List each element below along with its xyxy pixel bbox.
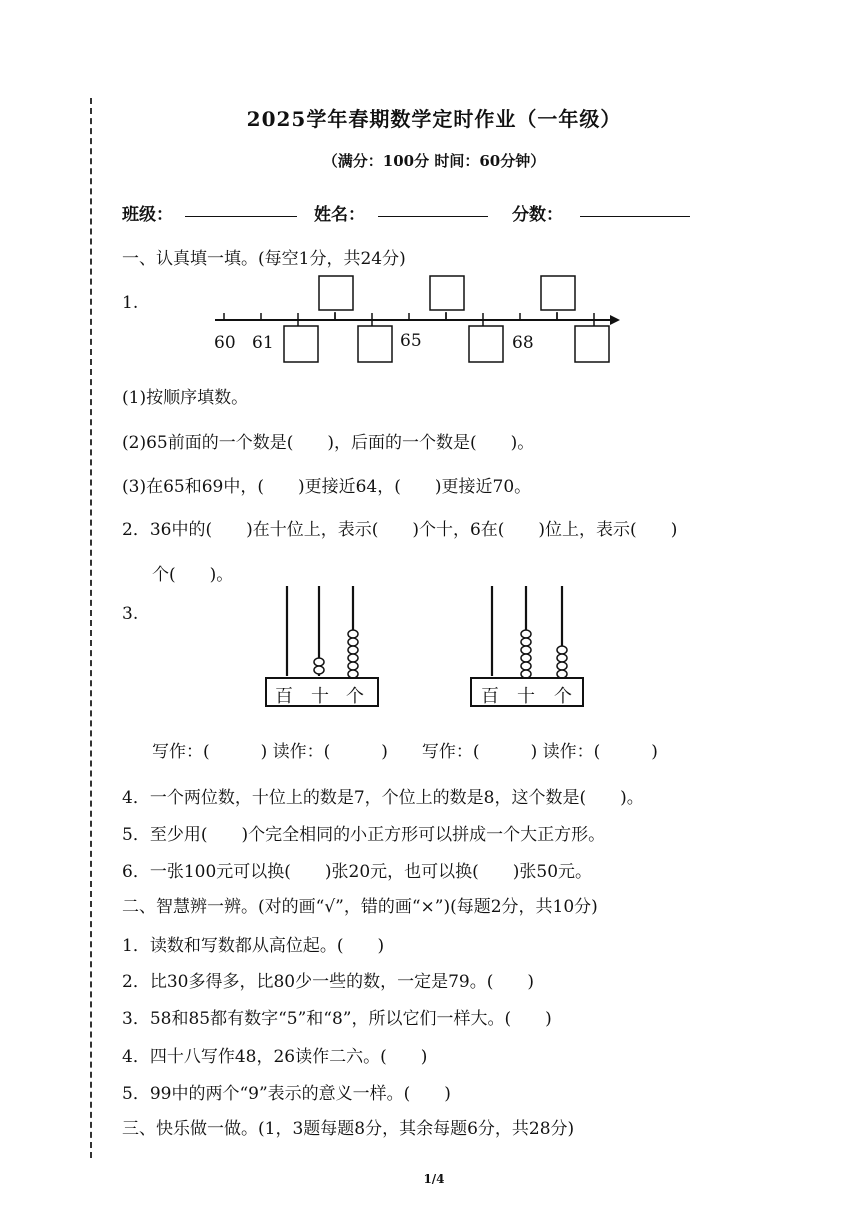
bead [521, 670, 531, 678]
number-line-upper-boxes [319, 276, 575, 320]
abacus-left-label: 个 [346, 686, 364, 707]
bead [521, 630, 531, 638]
bead [348, 670, 358, 678]
answer-box [430, 276, 464, 310]
judge-item: 1．读数和写数都从高位起。( ) [122, 936, 385, 956]
question-2-line1: 2．36中的( )在十位上，表示( )个十，6在( )位上，表示( ) [122, 520, 678, 540]
judge-item: 3．58和85都有数字“5”和“8”，所以它们一样大。( ) [122, 1009, 552, 1029]
bead [521, 646, 531, 654]
answer-box [541, 276, 575, 310]
bead [521, 662, 531, 670]
right-tens-beads [521, 630, 531, 678]
name-field[interactable] [378, 216, 488, 217]
question-2-line2: 个( )。 [152, 565, 234, 585]
number-line-arrow [610, 315, 620, 325]
bead [348, 662, 358, 670]
section-3-heading: 三、快乐做一做。(1，3题每题8分，其余每题6分，共28分) [122, 1119, 575, 1139]
abacus-left-label: 十 [311, 686, 329, 707]
bead [521, 638, 531, 646]
right-ones-beads [557, 646, 567, 678]
page-title: 2025学年春期数学定时作业（一年级） [246, 107, 622, 131]
question-3-number: 3. [122, 604, 139, 624]
bead [348, 638, 358, 646]
page-number: 1/4 [423, 1172, 445, 1186]
answer-box [319, 276, 353, 310]
tick-label: 68 [512, 333, 534, 353]
question-1-sub2: (2)65前面的一个数是( )，后面的一个数是( )。 [122, 433, 535, 453]
answer-box [284, 326, 318, 362]
abacus-right-label: 个 [554, 686, 572, 707]
bead [314, 666, 324, 674]
judge-item: 2．比30多得多，比80少一些的数，一定是79。( ) [122, 972, 534, 992]
number-line-lower-boxes [284, 320, 609, 362]
class-field[interactable] [185, 216, 297, 217]
number-line [200, 268, 630, 368]
bead [557, 670, 567, 678]
question-1-number: 1. [122, 293, 139, 313]
question-3-write-read: 写作：( ) 读作：( ) 写作：( ) 读作：( ) [152, 742, 658, 762]
abacus-left-label: 百 [275, 686, 293, 707]
question-1-sub1: (1)按顺序填数。 [122, 388, 249, 408]
name-label: 姓名： [314, 205, 365, 225]
question-1-sub3: (3)在65和69中，( )更接近64，( )更接近70。 [122, 477, 532, 497]
score-label: 分数： [512, 205, 563, 225]
bead [314, 658, 324, 666]
tick-label: 61 [252, 333, 274, 353]
section-1-heading: 一、认真填一填。(每空1分，共24分) [122, 249, 406, 269]
tick-label: 65 [400, 331, 422, 351]
abacus-right-label: 十 [517, 686, 535, 707]
question-4: 4．一个两位数，十位上的数是7，个位上的数是8，这个数是( )。 [122, 788, 644, 808]
bead [557, 662, 567, 670]
bead [348, 646, 358, 654]
answer-box [575, 326, 609, 362]
left-ones-beads [348, 630, 358, 678]
section-2-heading: 二、智慧辨一辨。(对的画“√”，错的画“×”)(每题2分，共10分) [122, 897, 598, 917]
score-field[interactable] [580, 216, 690, 217]
bead [348, 654, 358, 662]
abacus-right-label: 百 [481, 686, 499, 707]
judge-item: 4．四十八写作48，26读作二六。( ) [122, 1047, 428, 1067]
question-5: 5．至少用( )个完全相同的小正方形可以拼成一个大正方形。 [122, 825, 606, 845]
left-tens-beads [314, 658, 324, 674]
bead [557, 654, 567, 662]
question-6: 6．一张100元可以换( )张20元，也可以换( )张50元。 [122, 862, 593, 882]
bead [521, 654, 531, 662]
bead [557, 646, 567, 654]
tick-label: 60 [214, 333, 236, 353]
answer-box [469, 326, 503, 362]
number-line-ticks [224, 313, 594, 320]
page-subtitle: （满分：100分 时间：60分钟） [322, 152, 546, 170]
bead [348, 630, 358, 638]
judge-item: 5．99中的两个“9”表示的意义一样。( ) [122, 1084, 451, 1104]
answer-box [358, 326, 392, 362]
class-label: 班级： [122, 205, 173, 225]
binding-margin-line [90, 98, 92, 1158]
